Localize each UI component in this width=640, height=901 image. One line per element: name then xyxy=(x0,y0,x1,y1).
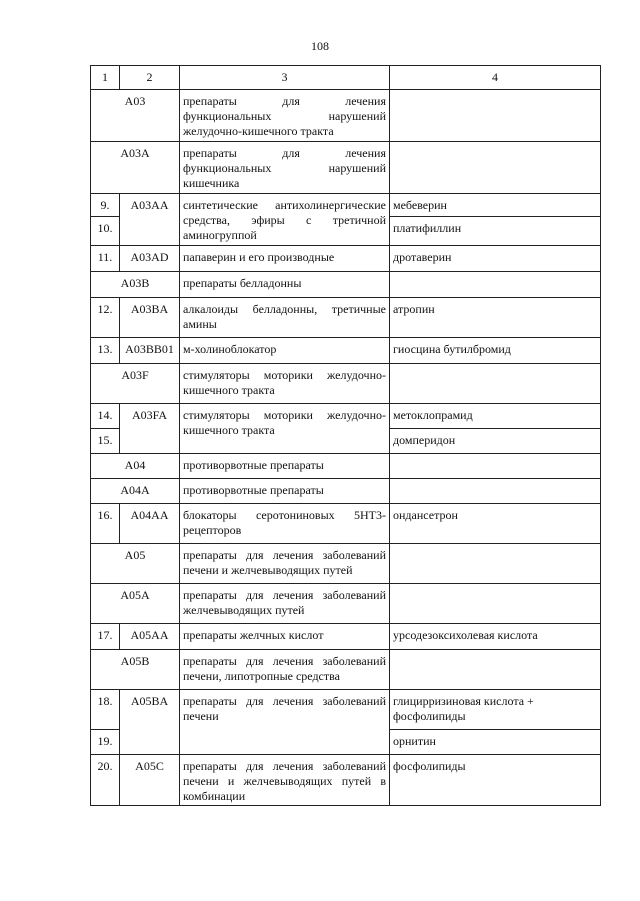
row-number: 14. xyxy=(91,404,120,429)
atc-code: A05BA xyxy=(120,690,180,755)
drug-name: домперидон xyxy=(390,429,601,454)
atc-code: A03BA xyxy=(120,298,180,338)
group-description: противорвотные препараты xyxy=(180,454,390,479)
table-row xyxy=(91,584,601,624)
table-row xyxy=(91,90,601,142)
drug-name: урсодезоксихолевая кислота xyxy=(390,624,601,650)
group-description: препараты белладонны xyxy=(180,272,390,298)
atc-code: A05C xyxy=(120,755,180,806)
drug-name: атропин xyxy=(390,298,601,338)
drug-name xyxy=(390,650,601,690)
row-number: 20. xyxy=(91,755,120,806)
table-row xyxy=(91,364,601,404)
page-number: 108 xyxy=(311,39,329,53)
row-number: 11. xyxy=(91,246,120,272)
atc-code: A05AA xyxy=(120,624,180,650)
group-description: алкалоиды белладонны, третичные амины xyxy=(180,298,390,338)
row-number: 18. xyxy=(91,690,120,730)
table-row xyxy=(91,454,601,479)
table-row xyxy=(91,246,601,272)
group-code: A04 xyxy=(91,454,180,479)
header-col-1: 1 xyxy=(91,66,120,90)
row-number: 9. xyxy=(91,194,120,217)
group-code: A05A xyxy=(91,584,180,624)
drug-name xyxy=(390,272,601,298)
drug-name: дротаверин xyxy=(390,246,601,272)
row-number: 17. xyxy=(91,624,120,650)
header-row xyxy=(91,66,601,90)
group-description: блокаторы серотониновых 5НТ3-рецепторов xyxy=(180,504,390,544)
group-description: препараты для лечения функциональных нарушений желудочно-кишечного тракта xyxy=(180,90,390,142)
row-number: 13. xyxy=(91,338,120,364)
drug-name: мебеверин xyxy=(390,194,601,217)
drug-name xyxy=(390,544,601,584)
group-description: стимуляторы моторики желудочно-кишечного тракта xyxy=(180,364,390,404)
row-number: 19. xyxy=(91,730,120,755)
table-row xyxy=(91,504,601,544)
table-row xyxy=(91,544,601,584)
group-description: препараты для лечения заболеваний печени и желчевыводящих путей xyxy=(180,544,390,584)
table-row xyxy=(91,298,601,338)
table-row xyxy=(91,479,601,504)
drug-name xyxy=(390,90,601,142)
atc-code: A03AD xyxy=(120,246,180,272)
drug-name xyxy=(390,584,601,624)
group-description: папаверин и его производные xyxy=(180,246,390,272)
group-code: A05 xyxy=(91,544,180,584)
table-row xyxy=(91,690,601,730)
header-col-4: 4 xyxy=(390,66,601,90)
table-row xyxy=(91,404,601,429)
table-row xyxy=(91,338,601,364)
drug-name: гиосцина бутилбромид xyxy=(390,338,601,364)
table-row xyxy=(91,755,601,806)
atc-code: A03FA xyxy=(120,404,180,454)
group-code: A03 xyxy=(91,90,180,142)
drug-name: метоклопрамид xyxy=(390,404,601,429)
group-description: м-холиноблокатор xyxy=(180,338,390,364)
group-description: препараты для лечения заболеваний печени xyxy=(180,690,390,755)
header-col-3: 3 xyxy=(180,66,390,90)
table-row xyxy=(91,142,601,194)
group-description: стимуляторы моторики желудочно-кишечного тракта xyxy=(180,404,390,454)
atc-code: A03AA xyxy=(120,194,180,246)
table-row xyxy=(91,272,601,298)
row-number: 16. xyxy=(91,504,120,544)
drug-name xyxy=(390,479,601,504)
atc-code: A03BB01 xyxy=(120,338,180,364)
drug-name: ондансетрон xyxy=(390,504,601,544)
group-description: препараты для лечения заболеваний желчевыводящих путей xyxy=(180,584,390,624)
group-code: A04A xyxy=(91,479,180,504)
group-description: препараты для лечения функциональных нарушений кишечника xyxy=(180,142,390,194)
row-number: 15. xyxy=(91,429,120,454)
row-number: 10. xyxy=(91,217,120,246)
drug-name: платифиллин xyxy=(390,217,601,246)
group-code: A03F xyxy=(91,364,180,404)
table-row xyxy=(91,650,601,690)
group-code: A05B xyxy=(91,650,180,690)
group-code: A03B xyxy=(91,272,180,298)
group-code: A03A xyxy=(91,142,180,194)
atc-code: A04AA xyxy=(120,504,180,544)
group-description: синтетические антихолинергические средства, эфиры с третичной аминогруппой xyxy=(180,194,390,246)
medication-table xyxy=(90,65,601,806)
drug-name: фосфолипиды xyxy=(390,755,601,806)
table-row xyxy=(91,624,601,650)
group-description: препараты для лечения заболеваний печени, липотропные средства xyxy=(180,650,390,690)
group-description: противорвотные препараты xyxy=(180,479,390,504)
row-number: 12. xyxy=(91,298,120,338)
drug-name: глицирризиновая кислота + фосфолипиды xyxy=(390,690,601,730)
drug-name xyxy=(390,364,601,404)
drug-name: орнитин xyxy=(390,730,601,755)
header-col-2: 2 xyxy=(120,66,180,90)
drug-name xyxy=(390,142,601,194)
group-description: препараты желчных кислот xyxy=(180,624,390,650)
group-description: препараты для лечения заболеваний печени и желчевыводящих путей в комбинации xyxy=(180,755,390,806)
drug-name xyxy=(390,454,601,479)
table-row xyxy=(91,194,601,217)
